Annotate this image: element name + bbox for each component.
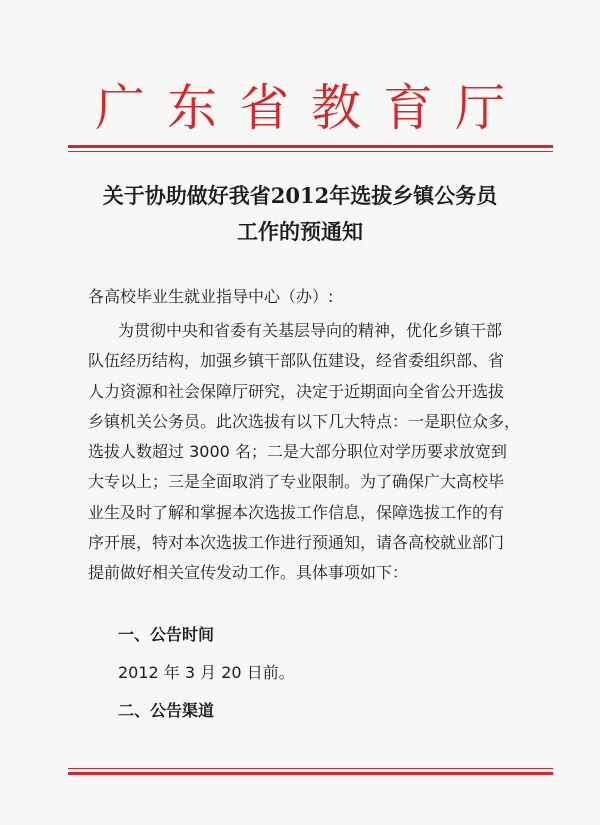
body-line: 乡镇机关公务员。此次选拔有以下几大特点：一是职位众多，: [88, 411, 521, 431]
letterhead-org-name: 广东省教育厅: [95, 79, 527, 137]
body-line: 人力资源和社会保障厅研究，决定于近期面向全省公开选拔: [88, 381, 505, 401]
footer-rule-thin: [68, 768, 553, 769]
salutation: 各高校毕业生就业指导中心（办）:: [88, 287, 334, 306]
body-line: 提前做好相关宣传发动工作。具体事项如下：: [88, 563, 409, 583]
body-line: 为贯彻中央和省委有关基层导向的精神，优化乡镇干部: [118, 321, 503, 340]
document-title-line-1: 关于协助做好我省2012年选拔乡镇公务员: [102, 183, 498, 208]
letterhead-rule-thin: [68, 151, 553, 152]
document-title-line-2: 工作的预通知: [237, 219, 363, 244]
announcement-date: 2012 年 3 月 20 日前。: [118, 663, 295, 682]
body-paragraph: [88, 316, 521, 589]
footer-rule-thick: [68, 772, 553, 775]
body-line: 选拔人数超过 3000 名；二是大部分职位对学历要求放宽到: [88, 442, 507, 462]
section-heading-announcement-time: 一、公告时间: [118, 625, 215, 644]
letterhead-rule-thick: [68, 145, 553, 148]
body-line: 序开展，特对本次选拔工作进行预通知，请各高校就业部门: [88, 533, 505, 553]
body-line: 队伍经历结构，加强乡镇干部队伍建设，经省委组织部、省: [88, 351, 505, 371]
section-heading-announcement-channel: 二、公告渠道: [118, 701, 215, 720]
body-line: 业生及时了解和掌握本次选拔工作信息，保障选拔工作的有: [88, 502, 505, 522]
body-line: 大专以上；三是全面取消了专业限制。为了确保广大高校毕: [88, 472, 505, 492]
